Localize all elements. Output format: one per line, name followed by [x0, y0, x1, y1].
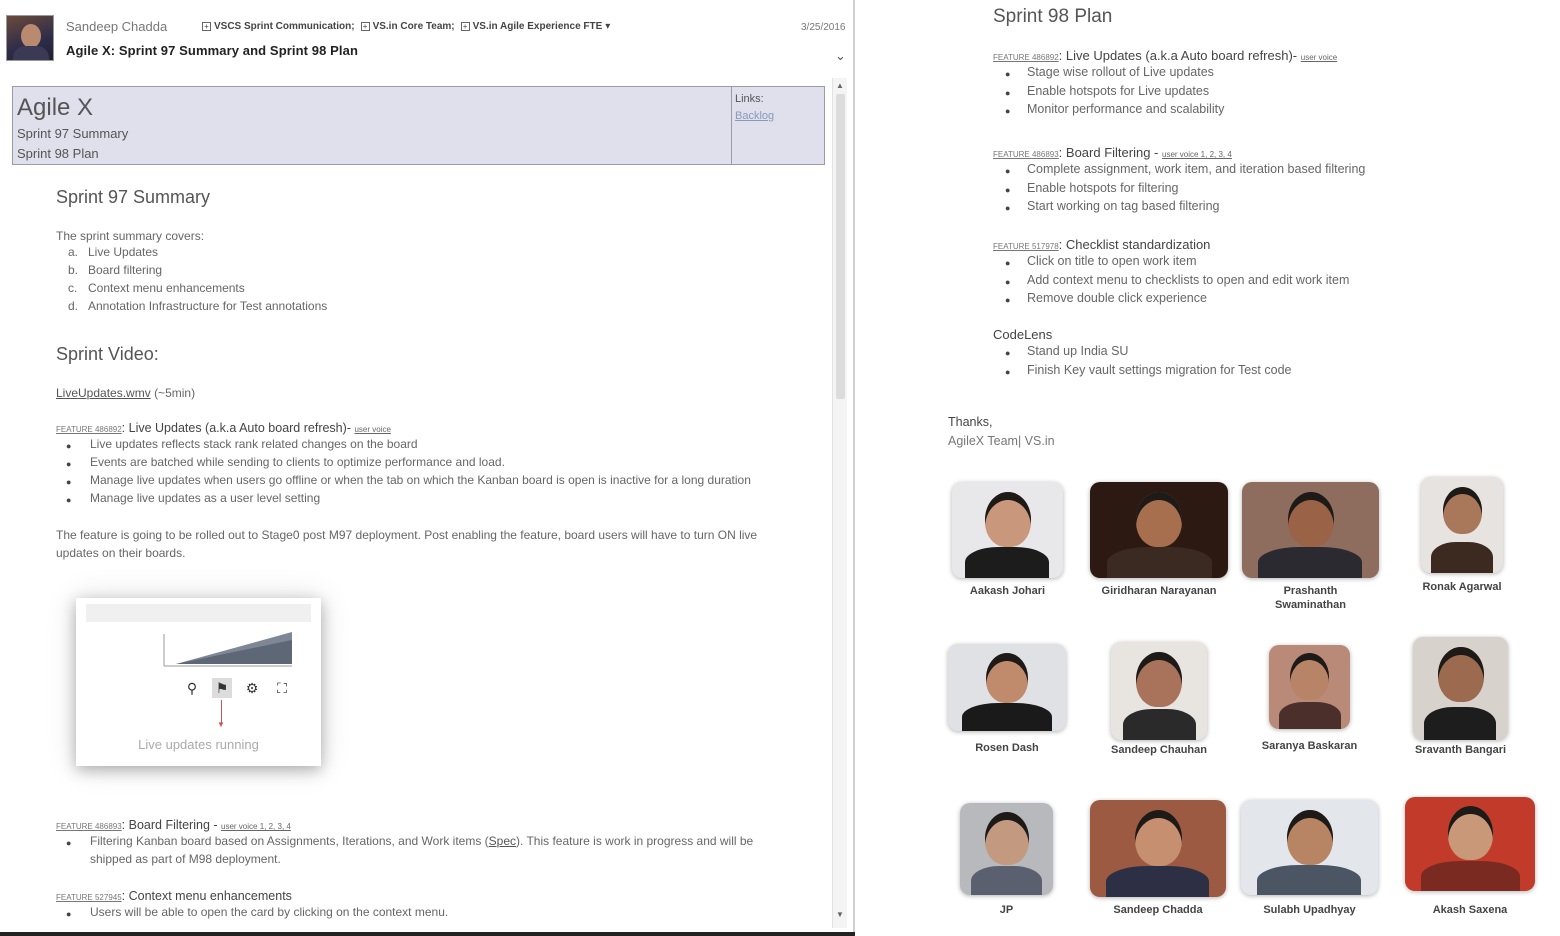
banner-line-plan: Sprint 98 Plan [17, 146, 99, 161]
plan-feature-board-filtering: FEATURE 486893: Board Filtering - user voice 1, 2, 3, 4 [993, 145, 1232, 160]
scroll-down-icon[interactable]: ▼ [836, 910, 844, 919]
team-member-name: Rosen Dash [975, 742, 1039, 754]
team-member-photo [960, 803, 1053, 895]
list-item: b. Board filtering [68, 263, 163, 277]
feature-id-link[interactable]: FEATURE 486893 [993, 150, 1059, 159]
team-member-photo [1421, 477, 1503, 573]
list-item: ● Start working on tag based filtering [1005, 199, 1220, 213]
video-file-link[interactable]: LiveUpdates.wmv [56, 386, 151, 400]
list-item-continuation: shipped as part of M98 deployment. [90, 852, 281, 866]
list-item: a. Live Updates [68, 245, 159, 259]
plan-board-filtering-bullets [993, 162, 1365, 218]
plan-live-updates-bullets [993, 65, 1224, 121]
list-item: ● Events are batched while sending to clients to optimize performance and load. [66, 455, 505, 469]
video-thumbnail[interactable] [76, 598, 321, 766]
list-item: ● Add context menu to checklists to open and edit work item [1005, 272, 1350, 287]
list-item: d. Annotation Infrastructure for Test annotations [68, 299, 328, 313]
live-updates-bullets [56, 437, 751, 509]
vertical-scrollbar[interactable] [832, 78, 847, 928]
plan-feature-live-updates: FEATURE 486892: Live Updates (a.k.a Auto board refresh)- user voice [993, 48, 1338, 63]
list-item: ● Live updates reflects stack rank related changes on the board [66, 437, 418, 451]
team-member-name: Prashanth Swaminathan [1275, 585, 1346, 611]
user-voice-link[interactable]: user voice [1300, 53, 1338, 62]
feature-id-link[interactable]: FEATURE 486893 [56, 822, 122, 831]
team-member-name: Aakash Johari [969, 585, 1046, 597]
feature-live-updates: FEATURE 486892: Live Updates (a.k.a Auto board refresh)- user voice [56, 421, 391, 435]
sender-name[interactable]: Sandeep Chadda [66, 19, 168, 34]
chevron-down-icon[interactable]: ⌄ [835, 48, 846, 63]
user-voice-link[interactable]: user voice 1, 2, 3, 4 [221, 822, 291, 831]
list-item: ● Enable hotspots for filtering [1005, 180, 1179, 195]
arrow-down-icon: ▼ [217, 720, 225, 729]
expand-group-icon[interactable]: + [461, 22, 470, 31]
more-recipients-icon[interactable]: ▾ [605, 21, 611, 32]
list-item: ● Manage live updates as a user level setting [66, 491, 321, 505]
feature-id-link[interactable]: FEATURE 517978 [993, 242, 1059, 251]
email-header [0, 0, 855, 66]
board-filtering-bullets [56, 834, 753, 870]
agilex-banner [12, 86, 825, 165]
list-item: ● Filtering Kanban board based on Assignments, Iterations, and Work items ( Spec ). This feature is work in progress and will be [56, 834, 753, 852]
team-member-name: Sandeep Chauhan [1111, 744, 1207, 756]
plan-heading: Sprint 98 Plan [993, 6, 1113, 27]
video-line [56, 386, 195, 400]
gear-icon: ⚙ [245, 680, 259, 696]
recipient-vscs[interactable]: + VSCS Sprint Communication; [202, 21, 355, 32]
team-member-photo [1090, 482, 1228, 578]
feature-context-menu: FEATURE 527945: Context menu enhancements [56, 889, 292, 903]
expand-group-icon[interactable]: + [361, 22, 370, 31]
list-item: ● Stage wise rollout of Live updates [1005, 65, 1214, 79]
list-item: ● Enable hotspots for Live updates [1005, 83, 1210, 98]
thumbnail-toolbar [86, 604, 311, 622]
video-duration: (~5min) [154, 386, 196, 400]
team-member-name: Sulabh Upadhyay [1263, 904, 1356, 916]
links-label: Links: [735, 93, 764, 105]
thumbnail-icon-row [182, 678, 292, 698]
plan-feature-checklist: FEATURE 517978: Checklist standardization [993, 237, 1211, 252]
plan-codelens-bullets [993, 344, 1291, 381]
expand-group-icon[interactable]: + [202, 22, 211, 31]
team-member-photo [1242, 482, 1379, 578]
feature-board-filtering: FEATURE 486893: Board Filtering - user voice 1, 2, 3, 4 [56, 818, 291, 832]
team-member-photo [1405, 797, 1535, 891]
banner-title: Agile X [17, 94, 94, 121]
recipient-core-team[interactable]: + VS.in Core Team; [361, 21, 455, 32]
search-icon: ⚲ [186, 680, 198, 696]
list-item: ● Finish Key vault settings migration for Test code [1005, 362, 1292, 377]
scrollbar-thumb[interactable] [836, 94, 845, 399]
spec-link[interactable]: Spec [488, 834, 517, 848]
email-date: 3/25/2016 [801, 22, 846, 33]
team-member-name: JP [999, 904, 1014, 916]
user-voice-link[interactable]: user voice 1, 2, 3, 4 [1162, 150, 1232, 159]
list-item: ● Complete assignment, work item, and iteration based filtering [1005, 162, 1366, 176]
team-member-name: Saranya Baskaran [1261, 740, 1358, 752]
list-item: ● Click on title to open work item [1005, 254, 1197, 268]
team-member-name: Giridharan Narayanan [1101, 585, 1217, 597]
team-member-photo [1269, 645, 1350, 729]
plan-codelens-heading: CodeLens [993, 327, 1053, 342]
list-item: ● Monitor performance and scalability [1005, 102, 1225, 116]
summary-intro: The sprint summary covers: [56, 229, 205, 243]
rollout-paragraph: The feature is going to be rolled out to Stage0 post M97 deployment. Post enabling the feature, board users will have to turn ON live updates on their boards. [56, 528, 758, 560]
thanks-text: Thanks, [948, 415, 993, 429]
team-member-photo [1241, 800, 1378, 895]
team-signoff: AgileX Team| VS.in [948, 434, 1055, 448]
recipients-list [202, 21, 610, 32]
team-member-photo [1413, 637, 1508, 740]
fullscreen-icon: ⛶ [277, 680, 287, 696]
team-member-photo [948, 644, 1066, 731]
list-item: ● Stand up India SU [1005, 344, 1129, 358]
plan-checklist-bullets [993, 254, 1349, 310]
team-member-name: Sravanth Bangari [1414, 744, 1507, 756]
video-heading: Sprint Video: [56, 344, 159, 364]
team-member-name: Sandeep Chadda [1113, 904, 1203, 916]
team-member-photo [952, 482, 1063, 578]
list-item: ● Remove double click experience [1005, 291, 1207, 305]
live-updates-icon: ⚑ [212, 678, 232, 698]
summary-list [56, 245, 327, 317]
banner-line-summary: Sprint 97 Summary [17, 126, 129, 141]
list-item: ● Users will be able to open the card by clicking on the context menu. [66, 905, 449, 919]
team-member-name: Akash Saxena [1432, 904, 1508, 916]
feature-id-link[interactable]: FEATURE 527945 [56, 893, 122, 902]
recipient-agile-fte[interactable]: + VS.in Agile Experience FTE ▾ [461, 21, 611, 32]
team-member-photo [1090, 800, 1226, 897]
thumbnail-caption: Live updates running [138, 737, 259, 752]
bottom-border [0, 932, 855, 936]
scroll-up-icon[interactable]: ▲ [836, 81, 844, 90]
email-continuation-pane [857, 0, 1560, 936]
chart-sparkline-icon [162, 628, 294, 668]
summary-heading: Sprint 97 Summary [56, 187, 211, 207]
list-item: c. Context menu enhancements [68, 281, 245, 295]
email-subject: Agile X: Sprint 97 Summary and Sprint 98 Plan [66, 43, 359, 58]
user-voice-link[interactable]: user voice [354, 425, 391, 434]
feature-id-link[interactable]: FEATURE 486892 [993, 53, 1059, 62]
backlog-link[interactable]: Backlog [735, 110, 775, 122]
team-member-name: Ronak Agarwal [1422, 581, 1502, 593]
team-member-photo [1111, 642, 1207, 740]
sender-avatar[interactable] [6, 15, 54, 61]
banner-divider [731, 87, 732, 165]
list-item: ● Manage live updates when users go offline or when the tab on which the Kanban board is open is inactive for a long duration [66, 473, 751, 487]
feature-id-link[interactable]: FEATURE 486892 [56, 425, 122, 434]
context-menu-bullets [56, 905, 448, 923]
